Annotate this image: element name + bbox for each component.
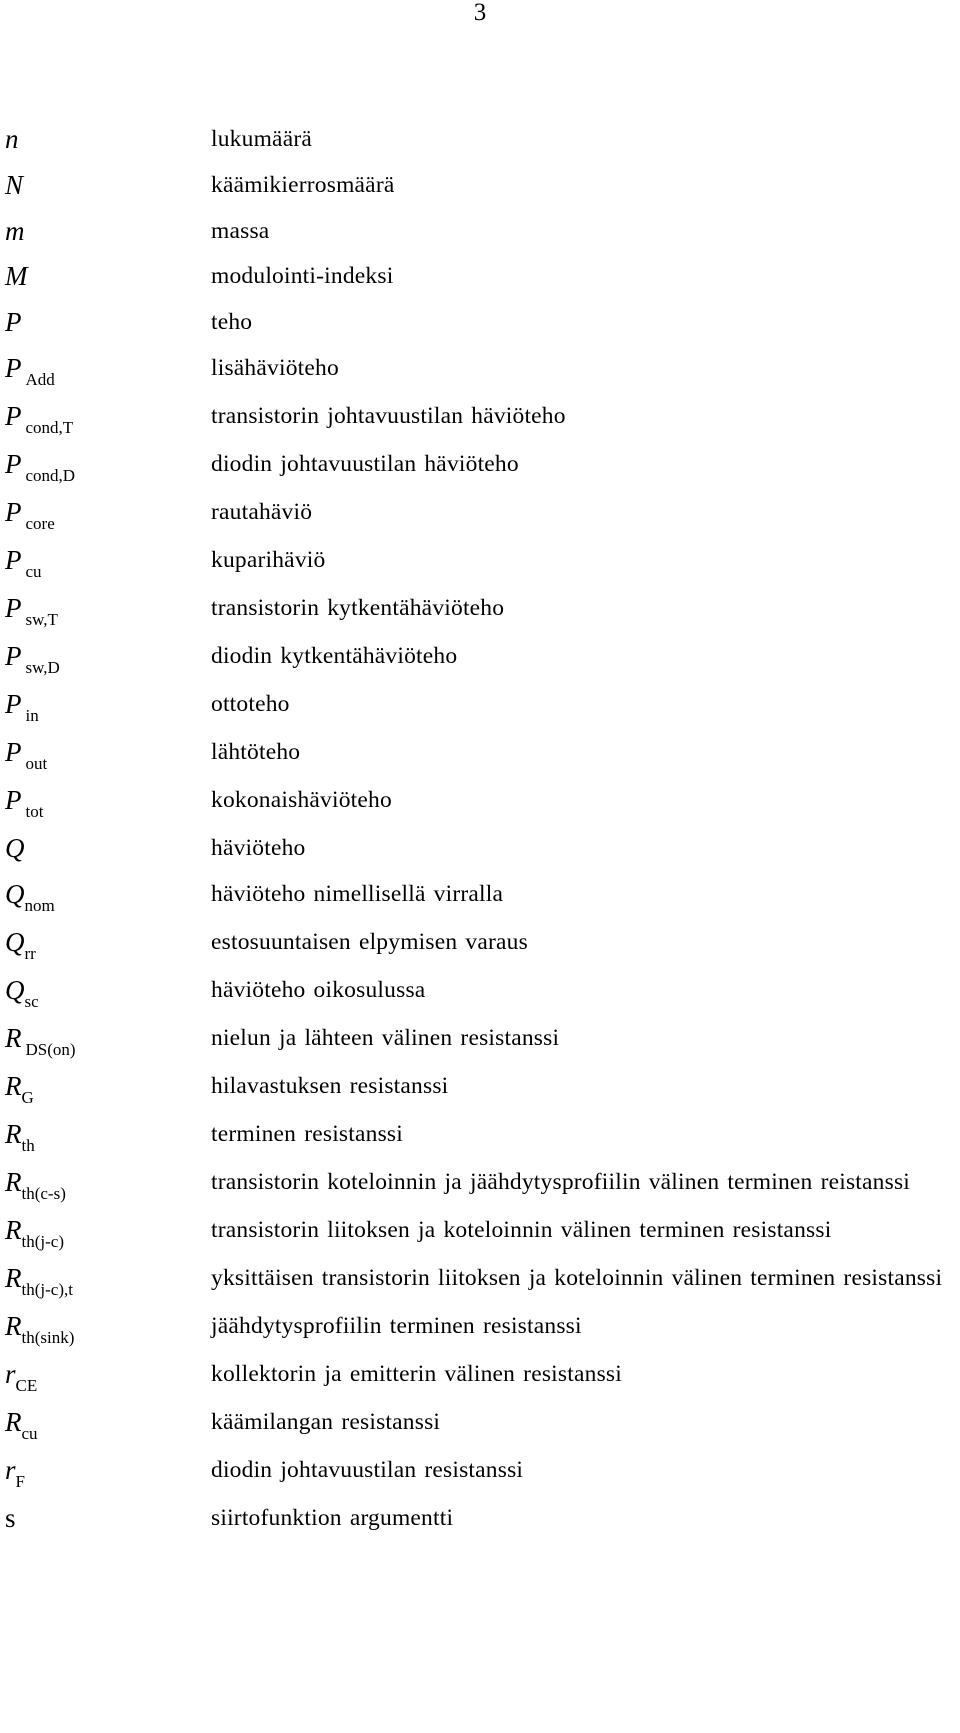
symbol-entry <box>0 442 960 490</box>
symbol-entry <box>0 968 960 1016</box>
symbol-subscript: out <box>25 753 48 773</box>
symbol-subscript: sw,D <box>25 657 60 677</box>
symbol-description: hilavastuksen resistanssi <box>211 1072 449 1099</box>
symbol <box>0 117 211 162</box>
symbol-entry <box>0 730 960 778</box>
symbol-base: r <box>5 1358 16 1389</box>
symbol-subscript: cond,T <box>25 417 74 437</box>
symbol-description: kokonaishäviöteho <box>211 786 392 813</box>
symbol-base: R <box>5 1118 22 1149</box>
symbol <box>0 920 211 968</box>
symbol-entry <box>0 1160 960 1208</box>
symbol <box>0 300 211 345</box>
symbol-entry <box>0 117 960 163</box>
symbol-description: lisähäviöteho <box>211 354 339 381</box>
symbol-base: P <box>5 784 22 815</box>
symbol <box>0 209 211 254</box>
symbol-base: P <box>5 448 22 479</box>
symbol-base: M <box>5 261 28 292</box>
symbol <box>0 1256 211 1304</box>
symbol-entry <box>0 1016 960 1064</box>
symbol-description: terminen resistanssi <box>211 1120 404 1147</box>
symbol-subscript: th <box>21 1135 35 1155</box>
symbol-subscript: th(j-c) <box>21 1231 64 1251</box>
symbol-entry <box>0 586 960 634</box>
symbol <box>0 1112 211 1160</box>
symbol-base: P <box>5 688 22 719</box>
symbol-entry <box>0 1400 960 1448</box>
symbol <box>0 254 211 299</box>
symbol-subscript: cond,D <box>25 465 76 485</box>
symbol-base: m <box>5 215 25 246</box>
symbol-subscript: cu <box>25 561 42 581</box>
symbol-subscript: nom <box>24 895 55 915</box>
symbol-subscript: Add <box>25 369 55 389</box>
symbol-description: kuparihäviö <box>211 546 326 573</box>
symbol-subscript: rr <box>24 943 36 963</box>
symbol-entry <box>0 920 960 968</box>
symbol-entry <box>0 1256 960 1304</box>
symbol <box>0 634 211 682</box>
symbol-entry <box>0 490 960 538</box>
symbol <box>0 490 211 538</box>
symbol-base: R <box>5 1214 22 1245</box>
symbol <box>0 872 211 920</box>
symbol-entry <box>0 394 960 442</box>
symbol-entry <box>0 209 960 255</box>
symbol <box>0 1304 211 1352</box>
symbol-base: R <box>5 1070 22 1101</box>
page-number: 3 <box>473 0 487 26</box>
symbol <box>0 346 211 394</box>
symbol-subscript: core <box>25 513 55 533</box>
symbol-base: P <box>5 592 22 623</box>
symbol <box>0 1064 211 1112</box>
symbol-base: P <box>5 400 22 431</box>
symbol-entry <box>0 538 960 586</box>
symbol <box>0 826 211 871</box>
symbol-base: s <box>5 1502 16 1533</box>
symbol-entry <box>0 346 960 394</box>
symbol-subscript: in <box>25 705 39 725</box>
symbol <box>0 442 211 490</box>
symbol-description: yksittäisen transistorin liitoksen ja koteloinnin välinen terminen resistanssi <box>211 1264 943 1291</box>
symbol <box>0 1352 211 1400</box>
symbol-subscript: sw,T <box>25 609 58 629</box>
symbol <box>0 1160 211 1208</box>
symbol-base: P <box>5 736 22 767</box>
symbol-base: R <box>5 1310 22 1341</box>
symbol-description: transistorin liitoksen ja koteloinnin välinen terminen resistanssi <box>211 1216 832 1243</box>
symbol-base: r <box>5 1454 16 1485</box>
symbol <box>0 1496 211 1541</box>
symbol-entry <box>0 634 960 682</box>
symbol-description: häviöteho nimellisellä virralla <box>211 880 504 907</box>
symbol <box>0 163 211 208</box>
symbol-subscript: CE <box>15 1375 38 1395</box>
symbol-entry <box>0 300 960 346</box>
symbol-subscript: F <box>15 1471 25 1491</box>
symbol <box>0 394 211 442</box>
symbol-entry <box>0 254 960 300</box>
symbol-subscript: G <box>21 1087 34 1107</box>
symbol <box>0 1400 211 1448</box>
symbol-base: R <box>5 1406 22 1437</box>
symbol-description: diodin kytkentähäviöteho <box>211 642 458 669</box>
symbol-description: diodin johtavuustilan resistanssi <box>211 1456 524 1483</box>
symbol-base: Q <box>5 926 25 957</box>
symbol-description: rautahäviö <box>211 498 313 525</box>
symbol-description: diodin johtavuustilan häviöteho <box>211 450 519 477</box>
symbol-base: P <box>5 307 22 338</box>
symbol <box>0 778 211 826</box>
symbol-description: käämikierrosmäärä <box>211 171 395 198</box>
symbol-entry <box>0 1352 960 1400</box>
symbol-entry <box>0 1112 960 1160</box>
symbol-base: n <box>5 124 19 154</box>
symbol-entry <box>0 1448 960 1496</box>
symbol-description: transistorin kytkentähäviöteho <box>211 594 505 621</box>
symbol-entry <box>0 778 960 826</box>
symbol-base: Q <box>5 878 25 909</box>
symbol-base: P <box>5 544 22 575</box>
symbol-base: P <box>5 496 22 527</box>
symbol-description: käämilangan resistanssi <box>211 1408 441 1435</box>
symbol-description: siirtofunktion argumentti <box>211 1504 454 1531</box>
symbol-entry <box>0 826 960 872</box>
symbol-base: R <box>5 1022 22 1053</box>
symbol-entry <box>0 1064 960 1112</box>
symbol-description: ottoteho <box>211 690 290 717</box>
symbol-description: häviöteho <box>211 834 306 861</box>
symbol-base: R <box>5 1262 22 1293</box>
symbol <box>0 730 211 778</box>
symbol-base: N <box>5 169 24 200</box>
symbol-subscript: cu <box>21 1423 38 1443</box>
symbol-entry <box>0 682 960 730</box>
symbol-entry <box>0 1304 960 1352</box>
symbol-entry <box>0 163 960 209</box>
symbol-subscript: sc <box>24 991 39 1011</box>
symbol-description: nielun ja lähteen välinen resistanssi <box>211 1024 560 1051</box>
symbol-description: jäähdytysprofiilin terminen resistanssi <box>211 1312 582 1339</box>
symbol-subscript: th(j-c),t <box>21 1279 73 1299</box>
symbol-entry <box>0 1496 960 1542</box>
symbol-description: massa <box>211 217 270 244</box>
symbol-list <box>0 117 960 1542</box>
symbol <box>0 968 211 1016</box>
symbol-base: P <box>5 640 22 671</box>
symbol-description: teho <box>211 309 253 336</box>
symbol-description: modulointi-indeksi <box>211 263 394 290</box>
symbol <box>0 1208 211 1256</box>
symbol-subscript: DS(on) <box>25 1039 76 1059</box>
symbol <box>0 1448 211 1496</box>
symbol-subscript: th(c-s) <box>21 1183 66 1203</box>
symbol <box>0 1016 211 1064</box>
symbol-base: Q <box>5 832 25 863</box>
symbol-entry <box>0 872 960 920</box>
symbol-subscript: th(sink) <box>21 1327 75 1347</box>
symbol-description: estosuuntaisen elpymisen varaus <box>211 928 528 955</box>
symbol-base: P <box>5 352 22 383</box>
symbol-description: kollektorin ja emitterin välinen resistanssi <box>211 1360 622 1387</box>
symbol-description: lukumäärä <box>211 126 312 152</box>
symbol-entry <box>0 1208 960 1256</box>
symbol-subscript: tot <box>25 801 44 821</box>
symbol-description: transistorin koteloinnin ja jäähdytysprofiilin välinen terminen reistanssi <box>211 1168 911 1195</box>
symbol-base: Q <box>5 974 25 1005</box>
symbol <box>0 682 211 730</box>
symbol-base: R <box>5 1166 22 1197</box>
symbol-description: transistorin johtavuustilan häviöteho <box>211 402 566 429</box>
symbol <box>0 538 211 586</box>
symbol <box>0 586 211 634</box>
symbol-description: lähtöteho <box>211 738 301 765</box>
symbol-description: häviöteho oikosulussa <box>211 976 426 1003</box>
